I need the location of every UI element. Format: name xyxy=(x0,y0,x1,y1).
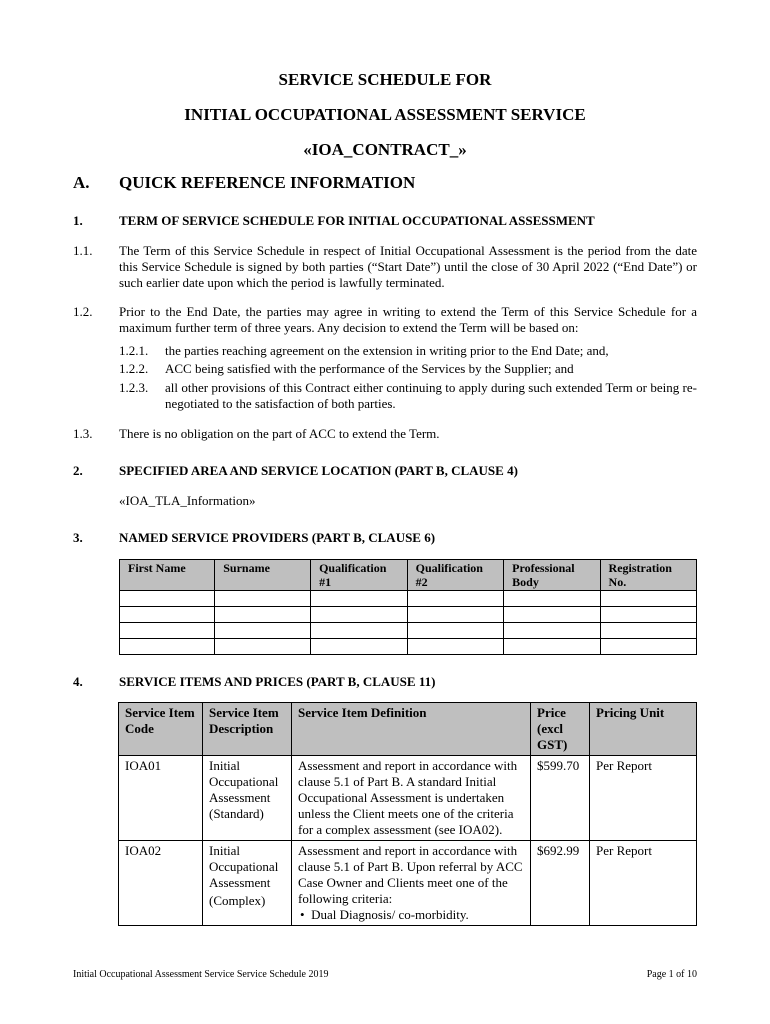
table-row xyxy=(119,841,697,926)
table-header-row xyxy=(119,703,697,756)
clause-1-3-text: There is no obligation on the part of ACC to extend the Term. xyxy=(119,426,440,441)
column-service-item-definition: Service Item Definition xyxy=(292,703,531,756)
section-3-number: 3. xyxy=(73,530,83,545)
column-pricing-unit: Pricing Unit xyxy=(590,703,697,756)
footer-title: Initial Occupational Assessment Service Service Schedule 2019 xyxy=(73,969,329,980)
table-header-row xyxy=(120,560,697,591)
item-pricing-unit: Per Report xyxy=(590,841,697,926)
service-items-table xyxy=(118,702,697,926)
table-row xyxy=(120,591,697,607)
table-row xyxy=(120,623,697,639)
table-row xyxy=(120,639,697,655)
clause-1-2-2-number: 1.2.2. xyxy=(119,361,149,376)
item-code: IOA01 xyxy=(119,756,203,841)
item-description-line-1: Initial Occupational Assessment xyxy=(209,843,279,890)
clause-1-1-text: The Term of this Service Schedule in respect of Initial Occupational Assessment is the period from the date this Service Schedule is signed by both parties (“Start Date”) until the close of 30 April 2022 (“End Date”) or such earlier date upon which the period is lawfully terminated. xyxy=(119,243,697,290)
column-price: Price (excl GST) xyxy=(531,703,590,756)
item-price: $599.70 xyxy=(531,756,590,841)
column-service-item-description: Service Item Description xyxy=(203,703,292,756)
bullet-icon: • xyxy=(300,907,305,922)
clause-1-2-text: Prior to the End Date, the parties may agree in writing to extend the Term of this Service Schedule for a maximum further term of three years. Any decision to extend the Term will be based on: xyxy=(119,304,697,335)
clause-1-2-1-text: the parties reaching agreement on the extension in writing prior to the End Date; and, xyxy=(165,343,609,358)
clause-1-1-number: 1.1. xyxy=(73,243,93,258)
column-registration-no: Registration No. xyxy=(600,560,696,591)
section-2-number: 2. xyxy=(73,463,83,478)
item-definition-text: Assessment and report in accordance with clause 5.1 of Part B. Upon referral by ACC Case Owner and Clients meet one of the following criteria: xyxy=(298,843,523,906)
clause-1-2-3-text: all other provisions of this Contract either continuing to apply during such extended Term or being re-negotiated to the satisfaction of both parties. xyxy=(165,380,697,411)
item-price: $692.99 xyxy=(531,841,590,926)
clause-1-2-2-text: ACC being satisfied with the performance of the Services by the Supplier; and xyxy=(165,361,574,376)
column-professional-body: Professional Body xyxy=(504,560,600,591)
criteria-item: Dual Diagnosis/ co-morbidity. xyxy=(311,907,469,922)
item-definition: Assessment and report in accordance with clause 5.1 of Part B. A standard Initial Occupational Assessment is undertaken unless the Client meets one of the criteria for a complex assessment (see IOA02). xyxy=(292,756,531,841)
table-row xyxy=(120,607,697,623)
clause-1-2-3-number: 1.2.3. xyxy=(119,380,149,395)
section-1-heading: TERM OF SERVICE SCHEDULE FOR INITIAL OCCUPATIONAL ASSESSMENT xyxy=(119,213,595,228)
title-line-2: INITIAL OCCUPATIONAL ASSESSMENT SERVICE xyxy=(184,105,586,124)
section-3-heading: NAMED SERVICE PROVIDERS (PART B, CLAUSE 6) xyxy=(119,530,436,545)
item-pricing-unit: Per Report xyxy=(590,756,697,841)
column-qualification-2: Qualification #2 xyxy=(407,560,504,591)
clause-1-2-number: 1.2. xyxy=(73,304,93,319)
clause-1-3-number: 1.3. xyxy=(73,426,93,441)
criteria-bullet xyxy=(298,907,524,923)
section-a-letter: A. xyxy=(73,173,90,192)
title-line-1: SERVICE SCHEDULE FOR xyxy=(278,70,492,89)
clause-1-2-1-number: 1.2.1. xyxy=(119,343,149,358)
item-definition xyxy=(292,841,531,926)
item-description-line-2: (Complex) xyxy=(209,893,266,908)
section-2-heading: SPECIFIED AREA AND SERVICE LOCATION (PART B, CLAUSE 4) xyxy=(119,463,518,478)
service-providers-table xyxy=(119,559,697,655)
column-qualification-1: Qualification #1 xyxy=(311,560,408,591)
contract-field: «IOA_CONTRACT_» xyxy=(303,140,467,159)
section-4-number: 4. xyxy=(73,674,83,689)
section-a-title: QUICK REFERENCE INFORMATION xyxy=(119,173,416,192)
column-surname: Surname xyxy=(215,560,311,591)
item-code: IOA02 xyxy=(119,841,203,926)
tla-information-field: «IOA_TLA_Information» xyxy=(119,493,256,508)
section-4-heading: SERVICE ITEMS AND PRICES (PART B, CLAUSE 11) xyxy=(119,674,436,689)
section-1-number: 1. xyxy=(73,213,83,228)
page-number: Page 1 of 10 xyxy=(646,969,697,980)
column-service-item-code: Service Item Code xyxy=(119,703,203,756)
column-first-name: First Name xyxy=(120,560,215,591)
table-row xyxy=(119,756,697,841)
item-description: Initial Occupational Assessment (Standard) xyxy=(203,756,292,841)
item-description xyxy=(203,841,292,926)
